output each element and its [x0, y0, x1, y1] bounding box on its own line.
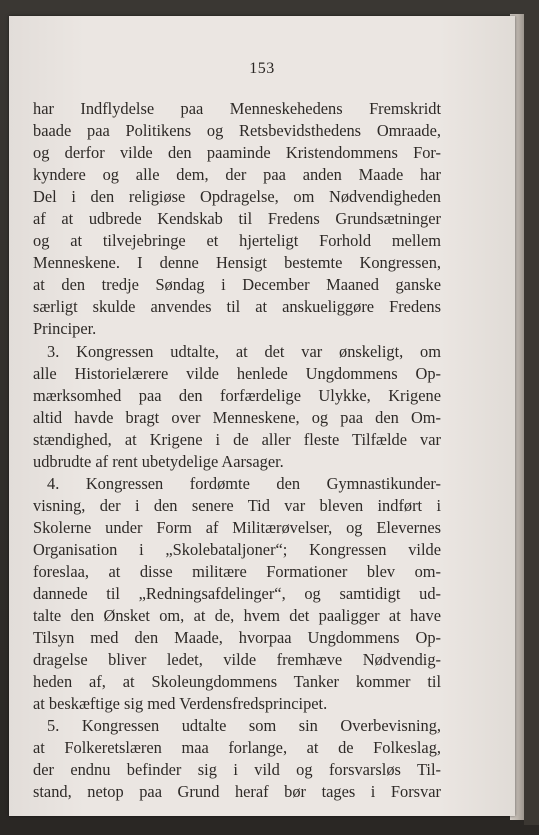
- text-line: 4. Kongressen fordømte den Gymnastikunder-: [47, 473, 441, 493]
- text-line: mærksomhed paa den forfærdelige Ulykke, Krigene: [33, 385, 441, 405]
- text-line: baade paa Politikens og Retsbevidsthedens Omraade,: [33, 121, 441, 141]
- text-line: Menneskene. I denne Hensigt bestemte Kongressen,: [33, 253, 441, 273]
- text-line: heden af, at Skoleungdommens Tanker kommer til: [33, 672, 441, 692]
- text-line: Skolerne under Form af Militærøvelser, og Elevernes: [33, 517, 441, 537]
- text-line: der endnu befinder sig i vild og forsvarsløs Til-: [33, 760, 441, 780]
- text-line: dragelse bliver ledet, vilde fremhæve Nødvendig-: [33, 650, 441, 670]
- text-line: af at udbrede Kendskab til Fredens Grundsætninger: [33, 209, 441, 229]
- text-line: talte den Ønsket om, at de, hvem det paaligger at have: [33, 606, 441, 626]
- text-line: stand, netop paa Grund heraf bør tages i Forsvar: [33, 782, 441, 802]
- text-line: Tilsyn med den Maade, hvorpaa Ungdommens Op-: [33, 628, 441, 648]
- text-line: har Indflydelse paa Menneskehedens Fremskridt: [33, 99, 441, 118]
- text-line: særligt skulde anvendes til at anskueliggøre Fredens: [33, 297, 441, 317]
- text-line: udbrudte af rent ubetydelige Aarsager.: [33, 451, 284, 471]
- page-number: 153: [249, 60, 275, 77]
- text-line: og at tilvejebringe et hjerteligt Forhold mellem: [33, 231, 441, 251]
- text-line: Organisation i „Skolebataljoner“; Kongressen vilde: [33, 539, 441, 559]
- text-line: 3. Kongressen udtalte, at det var ønskeligt, om: [47, 341, 441, 361]
- body-text: [33, 98, 441, 804]
- text-line: dannede til „Redningsafdelinger“, og samtidigt ud-: [33, 584, 441, 604]
- text-line: at den tredje Søndag i December Maaned ganske: [33, 275, 441, 295]
- text-line: og derfor vilde den paaminde Kristendommens For-: [33, 143, 441, 163]
- text-line: at beskæftige sig med Verdensfredsprincipet.: [33, 694, 328, 714]
- text-line: stændighed, at Krigene i de aller fleste Tilfælde var: [33, 429, 441, 449]
- text-line: altid havde bragt over Menneskene, og paa den Om-: [33, 407, 441, 427]
- text-line: Principer.: [33, 319, 97, 339]
- text-line: alle Historielærere vilde henlede Ungdommens Op-: [33, 363, 441, 383]
- book-page: [9, 16, 515, 816]
- book-spine-shadow: [524, 10, 539, 825]
- text-line: Del i den religiøse Opdragelse, om Nødvendigheden: [33, 187, 441, 207]
- text-line: kyndere og alle dem, der paa anden Maade har: [33, 165, 441, 185]
- text-line: 5. Kongressen udtalte som sin Overbevisning,: [47, 716, 441, 736]
- text-line: at Folkeretslæren maa forlange, at de Folkeslag,: [33, 738, 441, 758]
- text-line: foreslaa, at disse militære Formationer blev om-: [33, 561, 441, 581]
- text-line: visning, der i den senere Tid var bleven indført i: [33, 495, 441, 515]
